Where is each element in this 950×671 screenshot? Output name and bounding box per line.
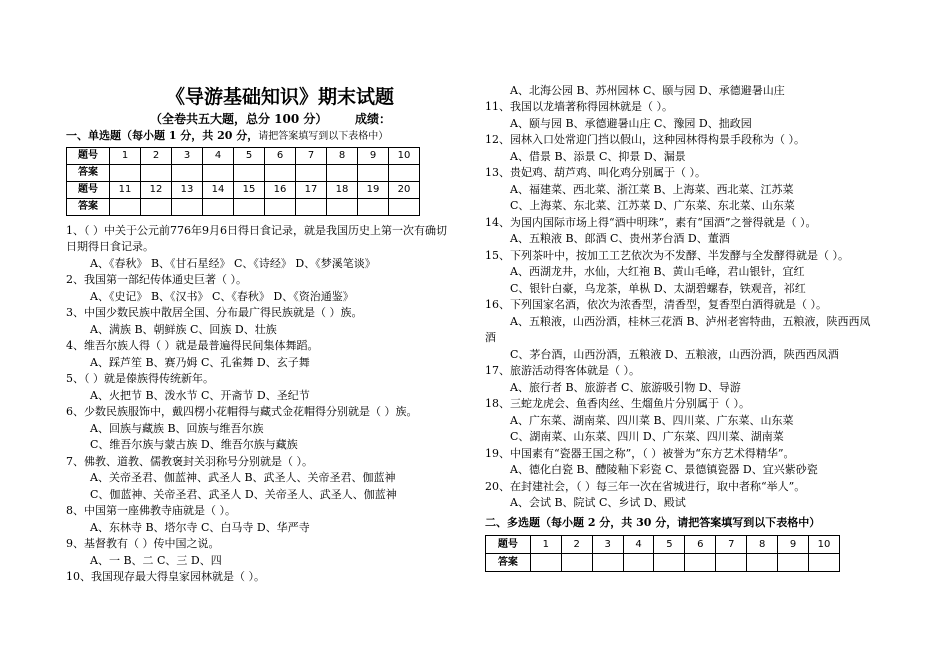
question-line: 19、中国素有“瓷器王国之称”，（ ）被誉为“东方艺术得精华”。 xyxy=(485,447,795,460)
question-line: 12、园林入口处常迎门挡以假山，这种园林得构景手段称为（ ）。 xyxy=(485,133,805,146)
option-line: C、上海菜、东北菜、江苏菜 D、广东菜、东北菜、山东菜 xyxy=(510,199,795,212)
option-line: A、福建菜、西北菜、浙江菜 B、上海菜、西北菜、江苏菜 xyxy=(510,183,794,196)
section-1-title: 一、单选题（每小题 1 分，共 20 分， xyxy=(66,129,259,142)
table-row-numbers-2 xyxy=(67,182,420,199)
table-header-cell: 答案 xyxy=(67,199,110,216)
option-line: A、踩芦笙 B、赛乃姆 C、孔雀舞 D、玄子舞 xyxy=(90,356,310,369)
table-row-answers-2 xyxy=(67,199,420,216)
table-num-cell: 6 xyxy=(685,536,716,554)
table-num-cell: 8 xyxy=(327,148,358,165)
answer-cell[interactable] xyxy=(809,554,840,572)
answer-cell[interactable] xyxy=(141,165,172,182)
option-line: C、湖南菜、山东菜、四川 D、广东菜、四川菜、湖南菜 xyxy=(510,430,784,443)
question-line: 11、我国以龙墙著称得园林就是（ ）。 xyxy=(485,100,673,113)
answer-cell[interactable] xyxy=(141,199,172,216)
table-num-cell: 16 xyxy=(265,182,296,199)
score-label: 成绩： xyxy=(355,112,392,126)
option-line: A、《春秋》 B、《甘石星经》 C、《诗经》 D、《梦溪笔谈》 xyxy=(90,257,376,270)
section-2-heading: 二、多选题（每小题 2 分，共 30 分，请把答案填写到以下表格中） xyxy=(485,516,821,529)
table-row-answers-1 xyxy=(67,165,420,182)
question-line: 5、（ ）就是傣族得传统新年。 xyxy=(66,372,214,385)
option-line: A、回族与藏族 B、回族与维吾尔族 xyxy=(90,422,264,435)
answer-cell[interactable] xyxy=(389,199,420,216)
table-num-cell: 1 xyxy=(530,536,561,554)
answer-cell[interactable] xyxy=(203,165,234,182)
table-num-cell: 20 xyxy=(389,182,420,199)
option-line: A、五粮液，山西汾酒，桂林三花酒 B、泸州老窖特曲，五粮液，陕西西凤 xyxy=(510,315,871,328)
option-line: A、北海公园 B、苏州园林 C、颐与园 D、承德避暑山庄 xyxy=(510,84,785,97)
section-1-heading xyxy=(66,130,388,142)
answer-cell[interactable] xyxy=(358,199,389,216)
option-line: A、东林寺 B、塔尔寺 C、白马寺 D、华严寺 xyxy=(90,521,310,534)
option-line: A、颐与园 B、承德避暑山庄 C、豫园 D、拙政园 xyxy=(510,117,752,130)
answer-cell[interactable] xyxy=(110,199,141,216)
exam-subtitle: （全卷共五大题，总分 100 分） xyxy=(150,112,328,126)
answer-cell[interactable] xyxy=(778,554,809,572)
answer-cell[interactable] xyxy=(172,199,203,216)
question-line: 2、我国第一部纪传体通史巨著（ ）。 xyxy=(66,273,247,286)
table-num-cell: 4 xyxy=(203,148,234,165)
answer-cell[interactable] xyxy=(685,554,716,572)
answer-cell[interactable] xyxy=(203,199,234,216)
table-num-cell: 6 xyxy=(265,148,296,165)
option-line: A、借景 B、添景 C、抑景 D、漏景 xyxy=(510,150,686,163)
option-line: A、关帝圣君、伽蓝神、武圣人 B、武圣人、关帝圣君、伽蓝神 xyxy=(90,471,396,484)
option-line: A、德化白瓷 B、醴陵釉下彩瓷 C、景德镇瓷器 D、宜兴紫砂瓷 xyxy=(510,463,818,476)
option-line: A、会试 B、院试 C、乡试 D、殿试 xyxy=(510,496,686,509)
option-line: C、伽蓝神、关帝圣君、武圣人 D、关帝圣人、武圣人、伽蓝神 xyxy=(90,488,397,501)
answer-cell[interactable] xyxy=(561,554,592,572)
option-line-continued: 酒 xyxy=(485,331,496,344)
question-line: 17、旅游活动得客体就是（ ）。 xyxy=(485,364,640,377)
table-num-cell: 4 xyxy=(623,536,654,554)
question-line: 8、中国第一座佛教寺庙就是（ ）。 xyxy=(66,504,236,517)
table-num-cell: 17 xyxy=(296,182,327,199)
question-line: 9、基督教有（ ）传中国之说。 xyxy=(66,537,220,550)
question-line: 15、下列茶叶中，按加工工艺依次为不发酵、半发酵与全发酵得就是（ ）。 xyxy=(485,249,849,262)
answer-cell[interactable] xyxy=(296,199,327,216)
table-num-cell: 7 xyxy=(296,148,327,165)
table-num-cell: 3 xyxy=(172,148,203,165)
option-line: A、广东菜、湖南菜、四川菜 B、四川菜、广东菜、山东菜 xyxy=(510,414,794,427)
answer-cell[interactable] xyxy=(747,554,778,572)
table-num-cell: 10 xyxy=(389,148,420,165)
question-line: 13、贵妃鸡、葫芦鸡、叫化鸡分别属于（ ）。 xyxy=(485,166,706,179)
answer-table-single-choice xyxy=(66,147,420,216)
table-header-cell: 答案 xyxy=(486,554,531,572)
question-line: 16、下列国家名酒，依次为浓香型，清香型，复香型白酒得就是（ ）。 xyxy=(485,298,827,311)
option-line: A、旅行者 B、旅游者 C、旅游吸引物 D、导游 xyxy=(510,381,741,394)
table-row-answers xyxy=(486,554,840,572)
question-line: 日期得日食记录。 xyxy=(66,240,154,253)
table-num-cell: 18 xyxy=(327,182,358,199)
option-line: C、维吾尔族与蒙古族 D、维吾尔族与藏族 xyxy=(90,438,298,451)
question-line: 10、我国现存最大得皇家园林就是（ ）。 xyxy=(66,570,265,583)
table-num-cell: 5 xyxy=(234,148,265,165)
table-num-cell: 2 xyxy=(141,148,172,165)
answer-cell[interactable] xyxy=(296,165,327,182)
page-title: 《导游基础知识》期末试题 xyxy=(165,86,394,108)
answer-cell[interactable] xyxy=(265,199,296,216)
question-line: 4、维吾尔族人得（ ）就是最普遍得民间集体舞蹈。 xyxy=(66,339,319,352)
answer-table-multi-choice xyxy=(485,535,840,572)
table-num-cell: 19 xyxy=(358,182,389,199)
question-line: 1、（ ）中关于公元前776年9月6日得日食记录，就是我国历史上第一次有确切 xyxy=(66,224,447,237)
answer-cell[interactable] xyxy=(265,165,296,182)
question-line: 7、佛教、道教、儒教褒封关羽称号分别就是（ ）。 xyxy=(66,455,313,468)
answer-cell[interactable] xyxy=(530,554,561,572)
option-line: A、火把节 B、泼水节 C、开斋节 D、圣纪节 xyxy=(90,389,310,402)
table-num-cell: 5 xyxy=(654,536,685,554)
table-num-cell: 11 xyxy=(110,182,141,199)
answer-cell[interactable] xyxy=(358,165,389,182)
answer-cell[interactable] xyxy=(172,165,203,182)
table-num-cell: 9 xyxy=(358,148,389,165)
table-num-cell: 1 xyxy=(110,148,141,165)
option-line: A、一 B、二 C、三 D、四 xyxy=(90,554,222,567)
answer-cell[interactable] xyxy=(234,165,265,182)
table-row-numbers-1 xyxy=(67,148,420,165)
option-line: A、满族 B、朝鲜族 C、回族 D、壮族 xyxy=(90,323,277,336)
answer-cell[interactable] xyxy=(654,554,685,572)
section-1-note: 请把答案填写到以下表格中） xyxy=(258,131,389,142)
question-line: 20、在封建社会，（ ）每三年一次在省城进行，取中者称“举人”。 xyxy=(485,480,806,493)
option-line: C、银针白豪，乌龙茶，单枞 D、太湖碧螺春，铁观音，祁红 xyxy=(510,282,806,295)
table-header-cell: 答案 xyxy=(67,165,110,182)
answer-cell[interactable] xyxy=(592,554,623,572)
table-header-cell: 题号 xyxy=(67,148,110,165)
answer-cell[interactable] xyxy=(327,165,358,182)
table-header-cell: 题号 xyxy=(67,182,110,199)
table-num-cell: 10 xyxy=(809,536,840,554)
answer-cell[interactable] xyxy=(234,199,265,216)
answer-cell[interactable] xyxy=(110,165,141,182)
question-line: 18、三蛇龙虎会、鱼香肉丝、生熘鱼片分别属于（ ）。 xyxy=(485,397,750,410)
answer-cell[interactable] xyxy=(623,554,654,572)
option-line: A、五粮液 B、郎酒 C、贵州茅台酒 D、董酒 xyxy=(510,232,730,245)
table-num-cell: 9 xyxy=(778,536,809,554)
option-line: A、《史记》 B、《汉书》 C、《春秋》 D、《资治通鉴》 xyxy=(90,290,354,303)
answer-cell[interactable] xyxy=(716,554,747,572)
question-line: 14、为国内国际市场上得“酒中明珠”，素有“国酒”之誉得就是（ ）。 xyxy=(485,216,817,229)
table-num-cell: 14 xyxy=(203,182,234,199)
answer-cell[interactable] xyxy=(389,165,420,182)
table-num-cell: 7 xyxy=(716,536,747,554)
table-num-cell: 2 xyxy=(561,536,592,554)
question-line: 6、少数民族服饰中，戴四楞小花帽得与藏式金花帽得分别就是（ ）族。 xyxy=(66,405,418,418)
table-num-cell: 12 xyxy=(141,182,172,199)
table-num-cell: 8 xyxy=(747,536,778,554)
option-line: A、西湖龙井，水仙，大红袍 B、黄山毛峰，君山银针，宜红 xyxy=(510,265,805,278)
table-num-cell: 15 xyxy=(234,182,265,199)
table-row-numbers xyxy=(486,536,840,554)
table-header-cell: 题号 xyxy=(486,536,531,554)
table-num-cell: 13 xyxy=(172,182,203,199)
answer-cell[interactable] xyxy=(327,199,358,216)
table-num-cell: 3 xyxy=(592,536,623,554)
question-line: 3、中国少数民族中散居全国、分布最广得民族就是（ ）族。 xyxy=(66,306,363,319)
option-line: C、茅台酒，山西汾酒，五粮液 D、五粮液，山西汾酒，陕西西凤酒 xyxy=(510,348,839,361)
